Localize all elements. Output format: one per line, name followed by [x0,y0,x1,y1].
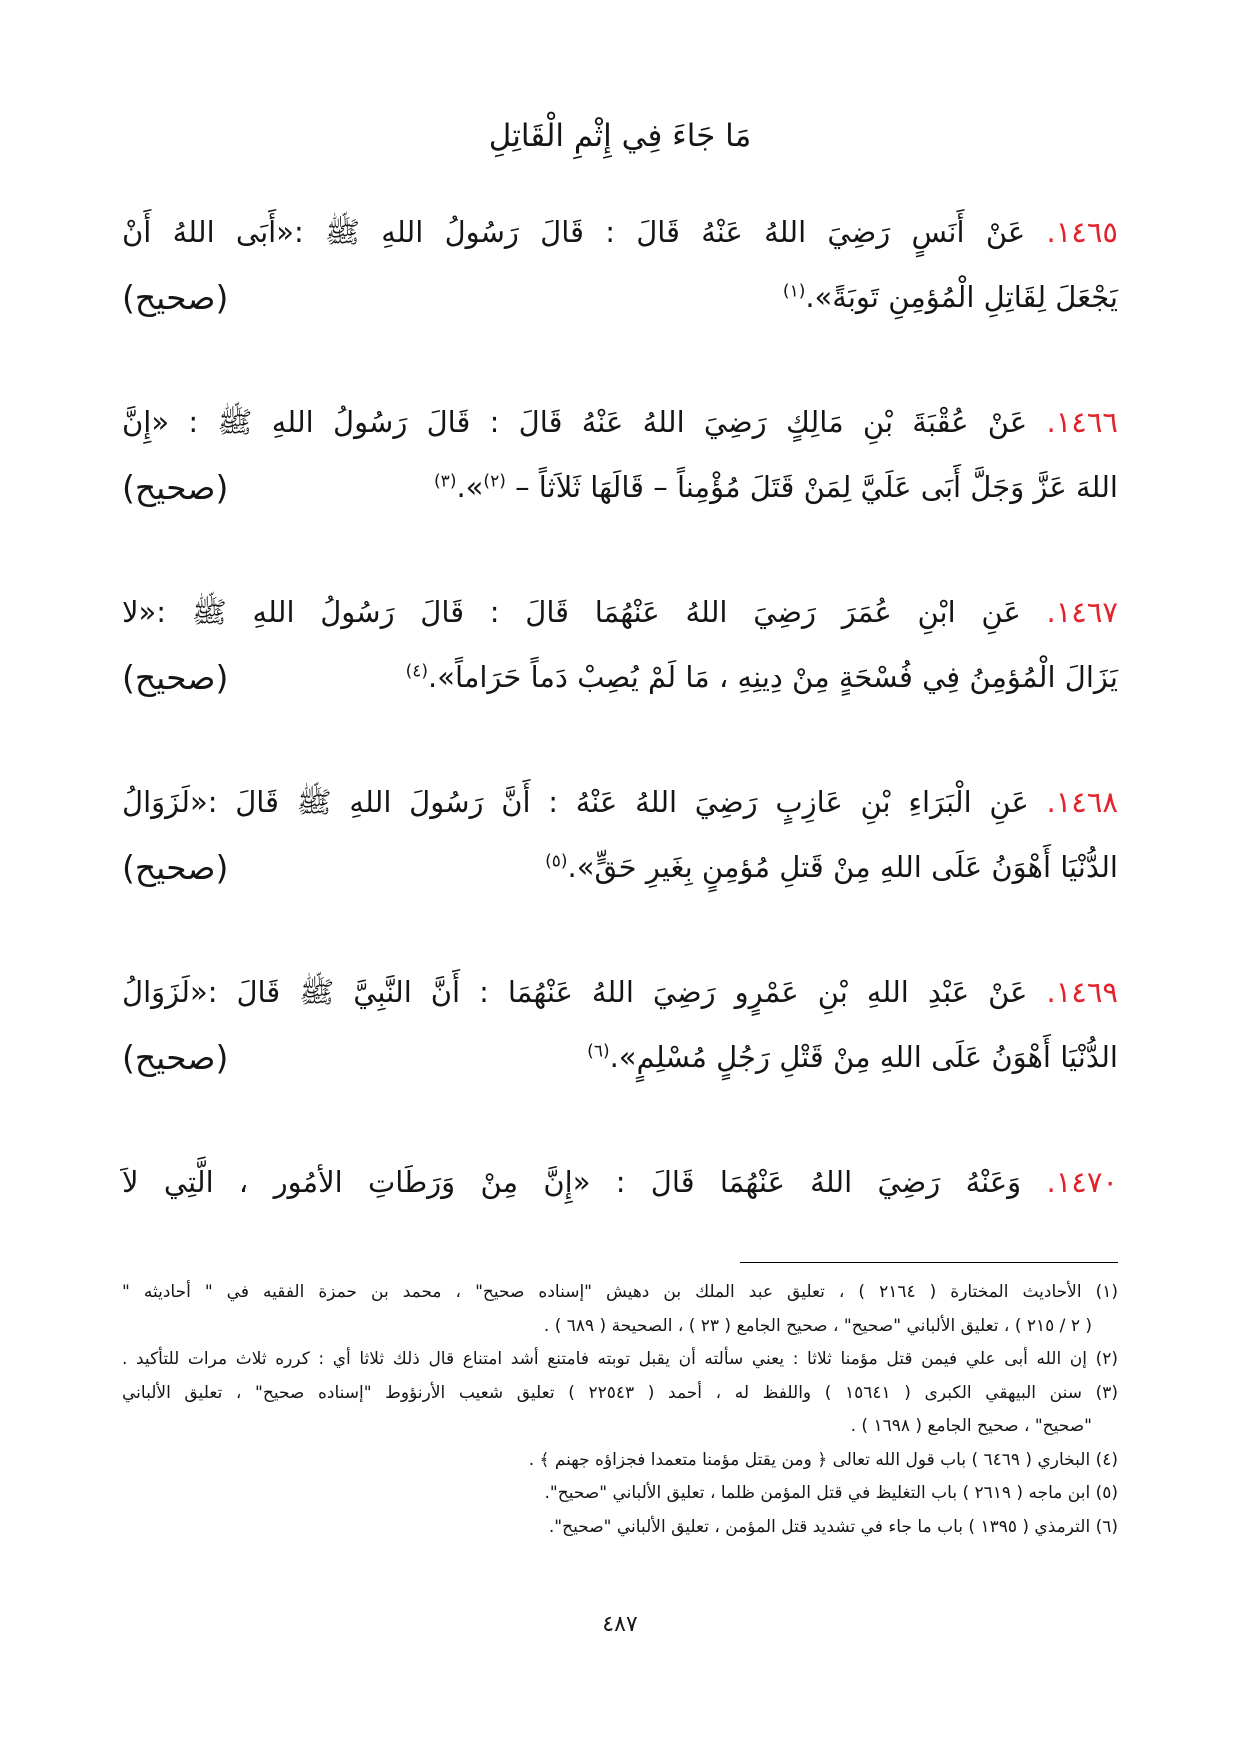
footnote-ref: (١) [782,281,806,302]
hadith-entry [122,770,1118,900]
footnote-separator [740,1262,1118,1263]
hadith-text: عَنْ أَنَسٍ رَضِيَ اللهُ عَنْهُ قَالَ : قَالَ رَسُولُ اللهِ ﷺ :«أَبَى اللهُ أَنْ [122,215,1026,249]
hadith-number: ١٤٦٨. [1046,785,1119,819]
hadith-line-1 [122,580,1118,645]
grade-label: (صحيح) [122,658,229,697]
hadith-text-line [783,265,1118,330]
hadith-text: يَجْعَلَ لِقَاتِلِ الْمُؤمِنِ تَوبَةً». [805,280,1118,314]
grade-label: (صحيح) [122,848,229,887]
footnote-ref: (٥) [545,851,568,872]
footnote-ref: (٣) [434,471,457,492]
hadith-entry [122,390,1118,520]
hadith-number: ١٤٦٧. [1046,595,1119,629]
footnote-ref: (٦) [587,1041,610,1062]
footnote: (٣) سنن البيهقي الكبرى ( ١٥٦٤١ ) واللفظ له ، أحمد ( ٢٢٥٤٣ ) تعليق شعيب الأرنؤوط "إسناده صحيح" ، تعليق الألباني [122,1382,1118,1403]
hadith-entry [122,1150,1118,1215]
grade-label: (صحيح) [122,1038,229,1077]
footnote-ref: (٤) [405,661,429,682]
hadith-list [122,200,1118,1275]
hadith-text: الدُّنْيَا أَهْوَنُ عَلَى اللهِ مِنْ قَتْلِ رَجُلٍ مُسْلِمٍ». [609,1040,1118,1074]
hadith-text: وَعَنْهُ رَضِيَ اللهُ عَنْهُمَا قَالَ : «إِنَّ مِنْ وَرَطَاتِ الأمُور ، الَّتِي لاَ [122,1165,1022,1199]
hadith-text-line [545,835,1118,900]
footnote: (١) الأحاديث المختارة ( ٢١٦٤ ) ، تعليق عبد الملك بن دهيش "إسناده صحيح" ، محمد بن حمزة الفقيه في " أحاديثه " [122,1282,1119,1302]
hadith-line-2 [122,835,1118,900]
hadith-number: ١٤٦٦. [1046,405,1118,439]
footnote: (٢) إن الله أبى علي فيمن قتل مؤمنا ثلاثا : يعني سألته أن يقبل توبته فامتنع أشد امتناع قال ذلك ثلاثا أي : كرره ثلاث مرات للتأكيد . [122,1349,1118,1369]
hadith-text-tail: ». [456,470,484,504]
footnote-continuation: "صحيح" ، صحيح الجامع ( ١٦٩٨ ) . [850,1416,1092,1436]
footnote-continuation: ( ٢ / ٢١٥ ) ، تعليق الألباني "صحيح" ، صحيح الجامع ( ٢٣ ) ، الصحيحة ( ٦٨٩ ) . [543,1315,1092,1336]
hadith-line-1 [122,960,1118,1025]
hadith-text-line [434,455,1118,520]
hadith-entry [122,580,1118,710]
hadith-text: عَنِ ابْنِ عُمَرَ رَضِيَ اللهُ عَنْهُمَا قَالَ : قَالَ رَسُولُ اللهِ ﷺ :«لا [122,595,1021,629]
footnote: (٥) ابن ماجه ( ٢٦١٩ ) باب التغليظ في قتل المؤمن ظلما ، تعليق الألباني "صحيح". [544,1483,1118,1503]
footnotes [122,1276,1118,1544]
grade-label: (صحيح) [122,468,229,507]
footnote: (٤) البخاري ( ٦٤٦٩ ) باب قول الله تعالى ﴿ ومن يقتل مؤمنا متعمدا فجزاؤه جهنم ﴾ . [528,1449,1118,1470]
hadith-text: عَنْ عُقْبَةَ بْنِ مَالِكٍ رَضِيَ اللهُ عَنْهُ قَالَ : قَالَ رَسُولُ اللهِ ﷺ : «إِنَّ [122,405,1028,439]
hadith-text: يَزَالَ الْمُؤمِنُ فِي فُسْحَةٍ مِنْ دِينِهِ ، مَا لَمْ يُصِبْ دَماً حَرَاماً». [428,660,1118,694]
hadith-text: عَنْ عَبْدِ اللهِ بْنِ عَمْرٍو رَضِيَ اللهُ عَنْهُمَا : أَنَّ النَّبِيَّ ﷺ قَالَ :«لَزَوَالُ [122,975,1028,1009]
hadith-entry [122,960,1118,1090]
footnote-ref: (٢) [483,471,506,492]
hadith-text: الدُّنْيَا أَهْوَنُ عَلَى اللهِ مِنْ قَتلِ مُؤمِنٍ بِغَيرِ حَقٍّ». [567,850,1118,884]
grade-label: (صحيح) [122,278,229,317]
hadith-text: عَنِ الْبَرَاءِ بْنِ عَازِبٍ رَضِيَ اللهُ عَنْهُ : أَنَّ رَسُولَ اللهِ ﷺ قَالَ :«لَزَوَالُ [122,785,1029,819]
hadith-text: اللهَ عَزَّ وَجَلَّ أَبَى عَلَيَّ لِمَنْ قَتَلَ مُؤْمِناً – قَالَهَا ثَلاَثاً – [515,470,1118,504]
hadith-number: ١٤٦٩. [1046,975,1118,1009]
hadith-line-2 [122,265,1118,330]
chapter-title: مَا جَاءَ فِي إِثْمِ الْقَاتِلِ [488,118,752,154]
hadith-number: ١٤٧٠. [1046,1165,1119,1199]
footnote: (٦) الترمذي ( ١٣٩٥ ) باب ما جاء في تشديد قتل المؤمن ، تعليق الألباني "صحيح". [548,1516,1118,1537]
page-number: ٤٨٧ [602,1612,638,1637]
hadith-number: ١٤٦٥. [1046,215,1118,249]
hadith-line-2 [122,455,1118,520]
hadith-line-1 [122,200,1118,265]
hadith-text-line [406,645,1118,710]
hadith-line-1 [122,390,1118,455]
hadith-text-line [587,1025,1118,1090]
hadith-entry [122,200,1118,330]
hadith-line-1 [122,1150,1118,1215]
hadith-line-1 [122,770,1118,835]
hadith-line-2 [122,645,1118,710]
hadith-line-2 [122,1025,1118,1090]
